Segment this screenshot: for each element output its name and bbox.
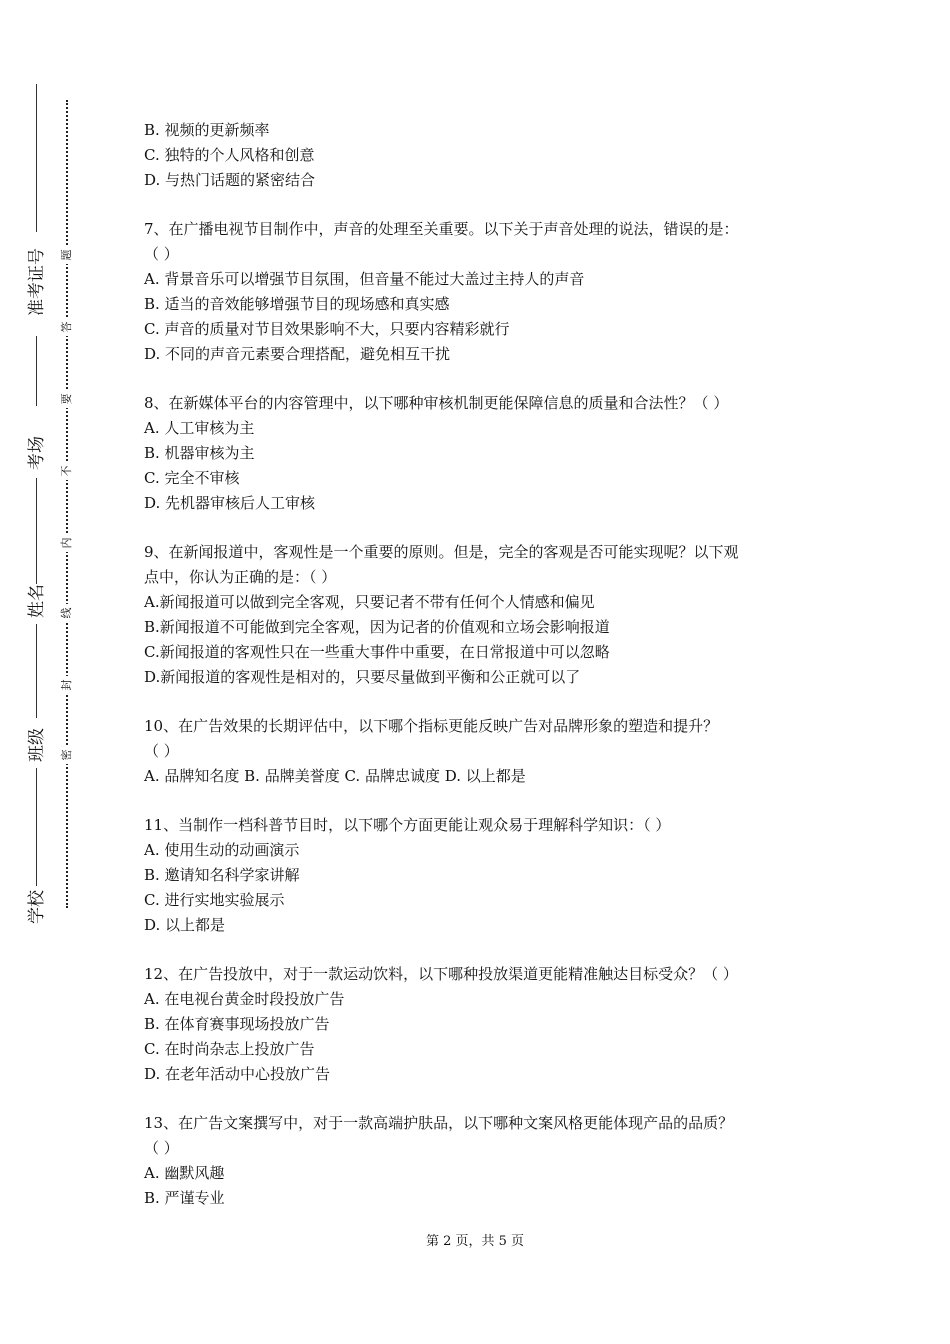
question-stem: 8、在新媒体平台的内容管理中，以下哪种审核机制更能保障信息的质量和合法性？（ ）	[144, 394, 729, 412]
options-inline: A. 品牌知名度 B. 品牌美誉度 C. 品牌忠诚度 D. 以上都是	[144, 767, 526, 785]
field-label-class: 班级	[27, 728, 47, 762]
option-d: D. 不同的声音元素要合理搭配，避免相互干扰	[144, 345, 451, 363]
option-b: B. 机器审核为主	[144, 444, 255, 462]
seal-char: 密	[58, 746, 76, 764]
question-8	[144, 391, 824, 516]
option-d: D. 以上都是	[144, 916, 226, 934]
question-stem: 13、在广告文案撰写中，对于一款高端护肤品，以下哪种文案风格更能体现产品的品质？	[144, 1114, 734, 1132]
binding-strip	[0, 0, 110, 1344]
field-label-exam-room: 考场	[27, 436, 47, 470]
question-stem: （ ）	[144, 742, 179, 760]
field-line	[36, 84, 37, 232]
option-b: B. 视频的更新频率	[144, 121, 270, 139]
option-a: A. 幽默风趣	[144, 1164, 225, 1182]
seal-char: 答	[58, 318, 76, 336]
option-c: C. 独特的个人风格和创意	[144, 146, 315, 164]
option-d: D. 先机器审核后人工审核	[144, 494, 316, 512]
option-d: D. 与热门话题的紧密结合	[144, 171, 316, 189]
option-c: C. 在时尚杂志上投放广告	[144, 1040, 315, 1058]
option-b: B. 适当的音效能够增强节目的现场感和真实感	[144, 295, 450, 313]
field-label-admission-number: 准考证号	[27, 248, 47, 316]
option-a: A. 背景音乐可以增强节目氛围，但音量不能过大盖过主持人的声音	[144, 270, 585, 288]
option-b: B. 严谨专业	[144, 1189, 225, 1207]
option-a: A. 使用生动的动画演示	[144, 841, 300, 859]
question-stem: （ ）	[144, 1139, 179, 1157]
field-line	[36, 478, 37, 584]
seal-char: 题	[58, 246, 76, 264]
seal-char: 不	[58, 462, 76, 480]
question-list	[144, 118, 824, 1235]
option-d: D.新闻报道的客观性是相对的，只要尽量做到平衡和公正就可以了	[144, 668, 581, 686]
option-b: B. 在体育赛事现场投放广告	[144, 1015, 330, 1033]
option-b: B.新闻报道不可能做到完全客观，因为记者的价值观和立场会影响报道	[144, 618, 610, 636]
seal-char: 要	[58, 390, 76, 408]
field-label-name: 姓名	[27, 584, 47, 618]
question-6-continued	[144, 118, 824, 193]
question-13	[144, 1111, 824, 1211]
option-a: A. 人工审核为主	[144, 419, 255, 437]
seal-dotted-line	[66, 100, 68, 908]
option-c: C.新闻报道的客观性只在一些重大事件中重要，在日常报道中可以忽略	[144, 643, 610, 661]
question-stem: （ ）	[144, 245, 179, 263]
field-line	[36, 624, 37, 718]
field-line	[36, 336, 37, 406]
question-12	[144, 962, 824, 1087]
question-stem: 12、在广告投放中，对于一款运动饮料，以下哪种投放渠道更能精准触达目标受众？（ ）	[144, 965, 738, 983]
option-c: C. 声音的质量对节目效果影响不大，只要内容精彩就行	[144, 320, 510, 338]
question-stem: 9、在新闻报道中，客观性是一个重要的原则。但是，完全的客观是否可能实现呢？以下观	[144, 543, 739, 561]
question-stem: 10、在广告效果的长期评估中，以下哪个指标更能反映广告对品牌形象的塑造和提升？	[144, 717, 719, 735]
question-11	[144, 813, 824, 938]
option-a: A.新闻报道可以做到完全客观，只要记者不带有任何个人情感和偏见	[144, 593, 595, 611]
question-stem: 11、当制作一档科普节目时，以下哪个方面更能让观众易于理解科学知识：（ ）	[144, 816, 671, 834]
option-d: D. 在老年活动中心投放广告	[144, 1065, 331, 1083]
seal-char: 线	[58, 604, 76, 622]
field-label-school: 学校	[27, 890, 47, 924]
seal-char: 内	[58, 534, 76, 552]
question-9	[144, 540, 824, 690]
question-7	[144, 217, 824, 367]
option-a: A. 在电视台黄金时段投放广告	[144, 990, 345, 1008]
question-stem: 点中，你认为正确的是：（ ）	[144, 568, 337, 586]
option-b: B. 邀请知名科学家讲解	[144, 866, 300, 884]
field-line	[36, 768, 37, 886]
option-c: C. 进行实地实验展示	[144, 891, 285, 909]
option-c: C. 完全不审核	[144, 469, 240, 487]
question-stem: 7、在广播电视节目制作中，声音的处理至关重要。以下关于声音处理的说法，错误的是：	[144, 220, 739, 238]
question-10	[144, 714, 824, 789]
page-number: 第 2 页，共 5 页	[425, 1234, 525, 1249]
seal-char: 封	[58, 676, 76, 694]
